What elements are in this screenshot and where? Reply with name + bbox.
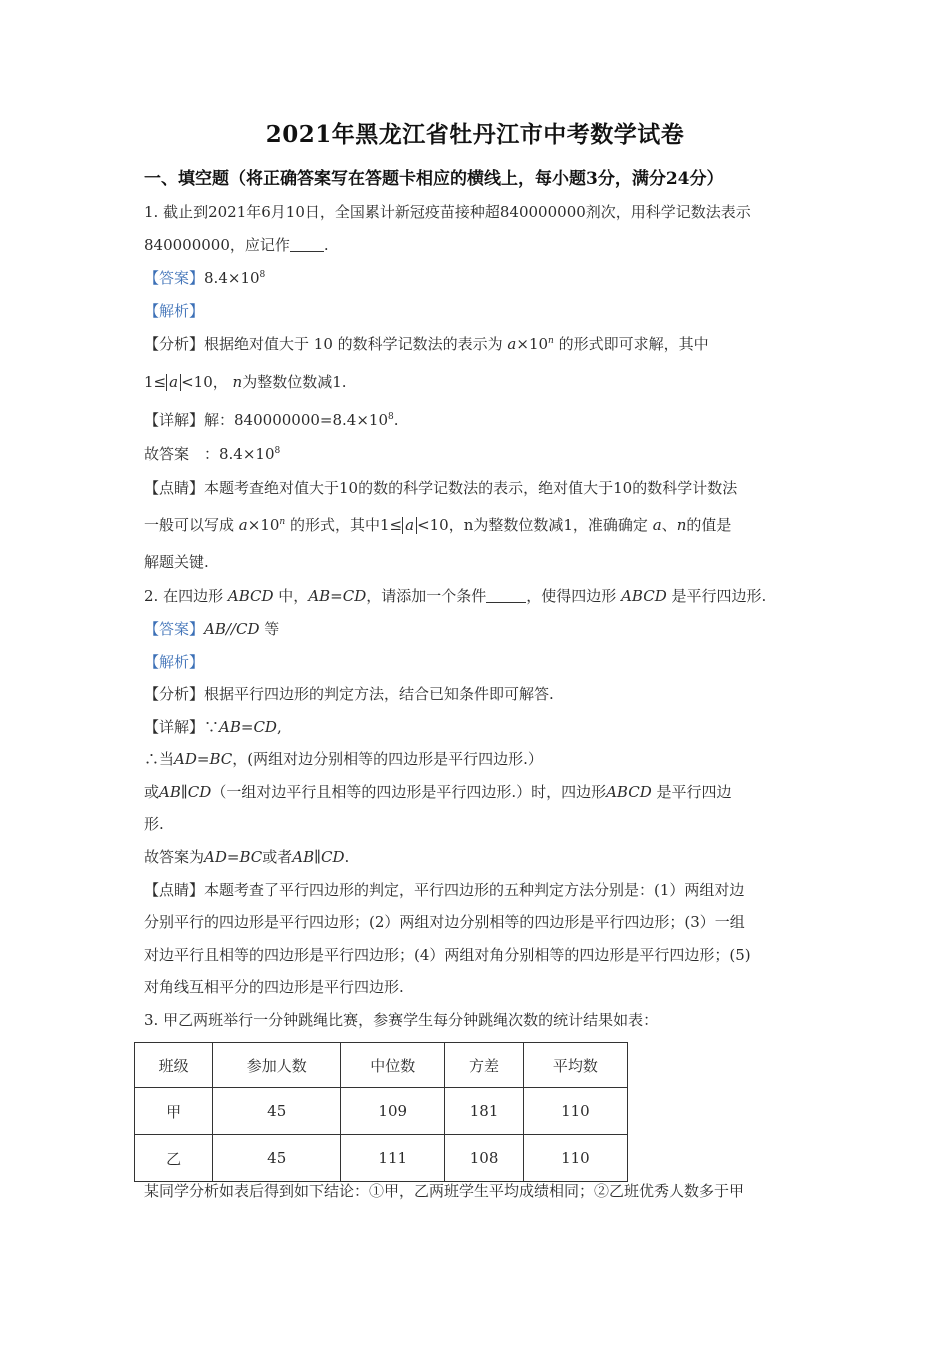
table-cell: 181 [445, 1088, 523, 1135]
q2-detail-line-1: 【详解】∵AB=CD, [144, 718, 282, 736]
q1-answer: 【答案】$8.4\times 10^8$ [144, 269, 266, 287]
table-header-cell: 参加人数 [213, 1043, 341, 1088]
table-cell: 110 [523, 1088, 627, 1135]
table-cell: 甲 [135, 1088, 213, 1135]
q3-text: 3. 甲乙两班举行一分钟跳绳比赛，参赛学生每分钟跳绳次数的统计结果如表： [144, 1011, 659, 1029]
q1-fenxi-line-1: 【分析】根据绝对值大于 10 的数科学记数法的表示为 $a\times 10^n$ 的形式即可求解，其中 [144, 335, 709, 353]
q2-final-answer: 故答案为AD=BC或者AB∥CD. [144, 848, 350, 866]
q2-dianjing-line-2: 分别平行的四边形是平行四边形；(2）两组对边分别相等的四边形是平行四边形；(3）一组 [144, 913, 745, 931]
answer-blank[interactable] [486, 588, 526, 603]
table-header-cell: 方差 [445, 1043, 523, 1088]
stats-table [134, 1042, 628, 1182]
table-cell: 109 [341, 1088, 445, 1135]
table-header-cell: 平均数 [523, 1043, 627, 1088]
page-title: 2021年黑龙江省牡丹江市中考数学试卷 [265, 121, 685, 148]
table-cell: 45 [213, 1135, 341, 1182]
table-cell: 45 [213, 1088, 341, 1135]
q1-text-line-2: 840000000，应记作 . [144, 236, 329, 254]
q2-detail-line-3: 或AB∥CD（一组对边平行且相等的四边形是平行四边形.）时，四边形ABCD 是平行四边 [144, 783, 732, 801]
q2-fenxi: 【分析】根据平行四边形的判定方法，结合已知条件即可解答. [144, 685, 554, 703]
q2-detail-line-4: 形. [144, 815, 164, 833]
table-header-cell: 班级 [135, 1043, 213, 1088]
answer-tag: 【答案】 [144, 269, 205, 287]
q2-text: 2. 在四边形 ABCD 中，AB=CD，请添加一个条件 ，使得四边形 ABCD 是平行四边形. [144, 587, 767, 605]
table-header-row [135, 1043, 628, 1088]
table-cell: 111 [341, 1135, 445, 1182]
q2-dianjing-line-3: 对边平行且相等的四边形是平行四边形；(4）两组对角分别相等的四边形是平行四边形；(5) [144, 946, 751, 964]
answer-blank[interactable] [290, 237, 324, 252]
q1-analysis-tag: 【解析】 [144, 302, 205, 320]
q2-dianjing-line-4: 对角线互相平分的四边形是平行四边形. [144, 978, 404, 996]
table-header-cell: 中位数 [341, 1043, 445, 1088]
q1-fenxi-line-2: 1≤ a <10， n为整数位数减1. [144, 373, 347, 391]
table-row [135, 1088, 628, 1135]
q2-answer: 【答案】AB//CD 等 [144, 620, 280, 638]
table-cell: 110 [523, 1135, 627, 1182]
answer-tag: 【答案】 [144, 620, 205, 638]
q1-final-answer: 故答案 ：$8.4\times 10^8$ [144, 445, 281, 463]
q1-dianjing-line-2: 一般可以写成 $a\times 10^n$ 的形式，其中1≤ a <10，n为整数位数减1，准确确定 a、n的值是 [144, 516, 732, 534]
q1-detail: 【详解】解：$840000000=8.4\times 10^8$. [144, 411, 399, 429]
q1-text-line-1: 1. 截止到2021年6月10日，全国累计新冠疫苗接种超840000000剂次，用科学记数法表示 [144, 203, 751, 221]
q1-dianjing-line-1: 【点睛】本题考查绝对值大于10的数的科学记数法的表示，绝对值大于10的数科学计数法 [144, 479, 738, 497]
section-heading: 一、填空题（将正确答案写在答题卡相应的横线上，每小题3分，满分24分） [144, 169, 724, 189]
q2-detail-line-2: ∴当AD=BC，(两组对边分别相等的四边形是平行四边形.） [144, 750, 543, 768]
table-cell: 乙 [135, 1135, 213, 1182]
q3-after-table: 某同学分析如表后得到如下结论：①甲，乙两班学生平均成绩相同；②乙班优秀人数多于甲 [144, 1182, 745, 1200]
q2-dianjing-line-1: 【点睛】本题考查了平行四边形的判定，平行四边形的五种判定方法分别是：(1）两组对边 [144, 881, 745, 899]
q1-dianjing-line-3: 解题关键. [144, 553, 209, 571]
table-cell: 108 [445, 1135, 523, 1182]
q2-analysis-tag: 【解析】 [144, 653, 205, 671]
table-row [135, 1135, 628, 1182]
